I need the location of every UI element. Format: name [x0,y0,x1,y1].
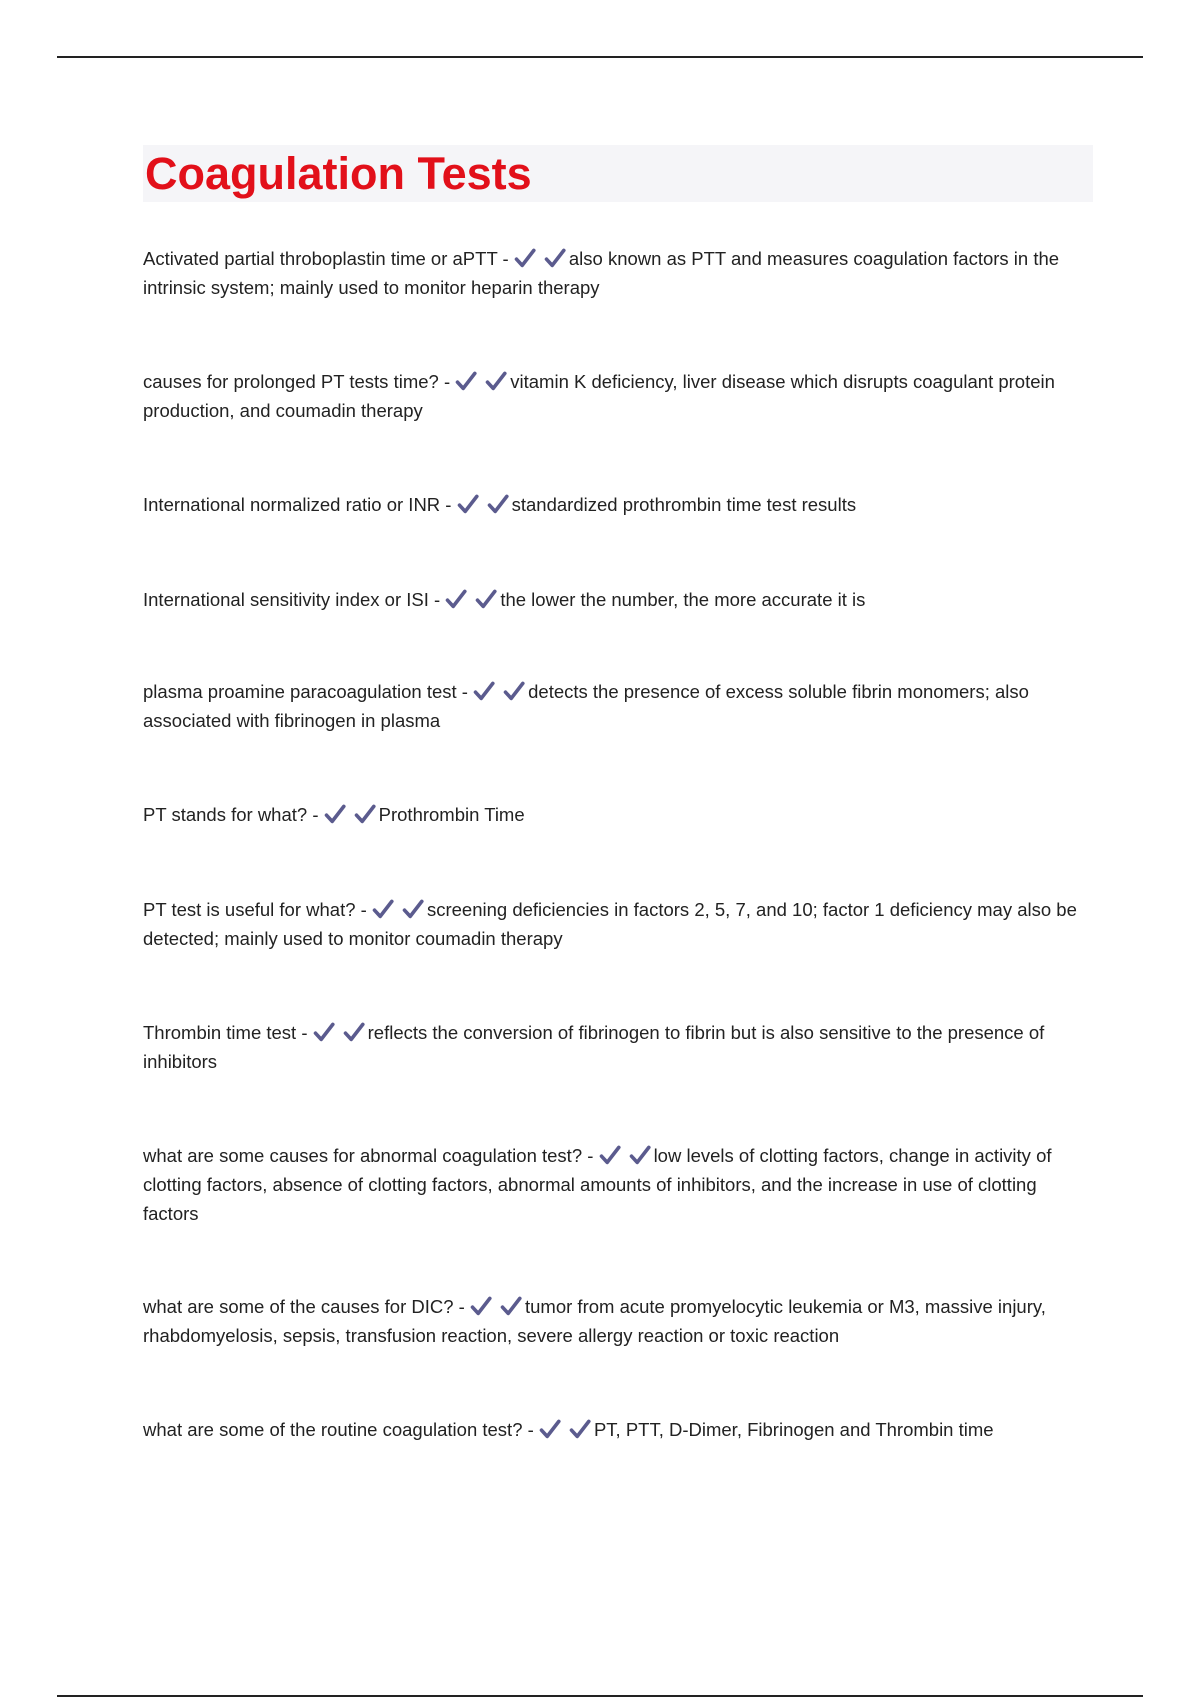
flashcard-term: PT stands for what? [143,804,308,825]
check-mark-icon [599,1144,621,1166]
term-separator: - [307,804,324,825]
flashcard-definition: also known as PTT and measures coagulation factors in the intrinsic system; mainly used to monitor heparin therapy [143,248,1060,298]
check-mark-icon [500,1295,522,1317]
flashcard-definition: screening deficiencies in factors 2, 5, 7, and 10; factor 1 deficiency may also be detected; mainly used to monitor coumadin therapy [143,899,1077,949]
flashcard-item [143,1292,1093,1350]
flashcard-term: plasma proamine paracoagulation test [143,681,457,702]
flashcard-item [143,800,1093,829]
flashcard-term: International sensitivity index or ISI [143,589,429,610]
check-mark-icon [569,1418,591,1440]
check-mark-icon [343,1021,365,1043]
check-mark-icon [313,1021,335,1043]
document-body [143,145,1093,1440]
term-separator: - [428,589,446,610]
title-banner [143,145,1093,202]
flashcard-term: what are some of the routine coagulation test? [143,1419,523,1440]
check-mark-icon [445,588,467,610]
flashcard-definition: standardized prothrombin time test results [511,494,857,515]
check-mark-icon [455,370,477,392]
check-mark-icon [470,1295,492,1317]
term-separator: - [582,1145,599,1166]
term-separator: - [438,371,456,392]
check-mark-icon [372,898,394,920]
flashcard-term: Thrombin time test [143,1022,297,1043]
flashcard-definition: vitamin K deficiency, liver disease which disrupts coagulant protein production, and coumadin therapy [143,371,1055,421]
flashcard-definition: the lower the number, the more accurate it is [500,589,866,610]
check-mark-icon [354,803,376,825]
term-separator: - [522,1419,539,1440]
check-mark-icon [457,493,479,515]
check-mark-icon [514,247,536,269]
check-mark-icon [544,247,566,269]
check-mark-icon [503,680,525,702]
check-mark-icon [473,680,495,702]
flashcard-item [143,1141,1093,1228]
flashcard-item [143,677,1093,735]
flashcard-item [143,1415,1093,1444]
flashcard-item [143,367,1093,425]
flashcard-definition: reflects the conversion of fibrinogen to fibrin but is also sensitive to the presence of inhibitors [143,1022,1045,1072]
flashcard-item [143,585,1093,614]
flashcard-item [143,1018,1093,1076]
check-mark-icon [324,803,346,825]
flashcard-definition: PT, PTT, D-Dimer, Fibrinogen and Thrombin time [593,1419,994,1440]
flashcard-item [143,244,1093,302]
flashcard-term: what are some of the causes for DIC? [143,1296,454,1317]
top-divider [57,56,1143,58]
check-mark-icon [402,898,424,920]
flashcard-term: causes for prolonged PT tests time? [143,371,439,392]
flashcard-definition: tumor from acute promyelocytic leukemia or M3, massive injury, rhabdomyelosis, sepsis, transfusion reaction, severe allergy reaction or toxic reaction [143,1296,1046,1346]
flashcard-term: what are some causes for abnormal coagulation test? [143,1145,583,1166]
flashcard-definition: low levels of clotting factors, change in activity of clotting factors, absence of clotting factors, abnormal amounts of inhibitors, and the increase in use of clotting factors [143,1145,1052,1224]
flashcard-item [143,490,1093,519]
check-mark-icon [485,370,507,392]
term-separator: - [497,248,514,269]
term-separator: - [456,681,474,702]
check-mark-icon [629,1144,651,1166]
flashcard-item [143,895,1093,953]
check-mark-icon [475,588,497,610]
term-separator: - [355,899,372,920]
term-separator: - [296,1022,313,1043]
page-title: Coagulation Tests [145,148,532,199]
flashcard-definition: Prothrombin Time [378,804,525,825]
flashcard-definition: detects the presence of excess soluble fibrin monomers; also associated with fibrinogen in plasma [143,681,1029,731]
flashcard-term: PT test is useful for what? [143,899,356,920]
flashcard-term: International normalized ratio or INR [143,494,441,515]
flashcard-term: Activated partial throboplastin time or aPTT [143,248,498,269]
term-separator: - [453,1296,470,1317]
check-mark-icon [539,1418,561,1440]
bottom-divider [57,1695,1143,1697]
term-separator: - [440,494,457,515]
check-mark-icon [487,493,509,515]
